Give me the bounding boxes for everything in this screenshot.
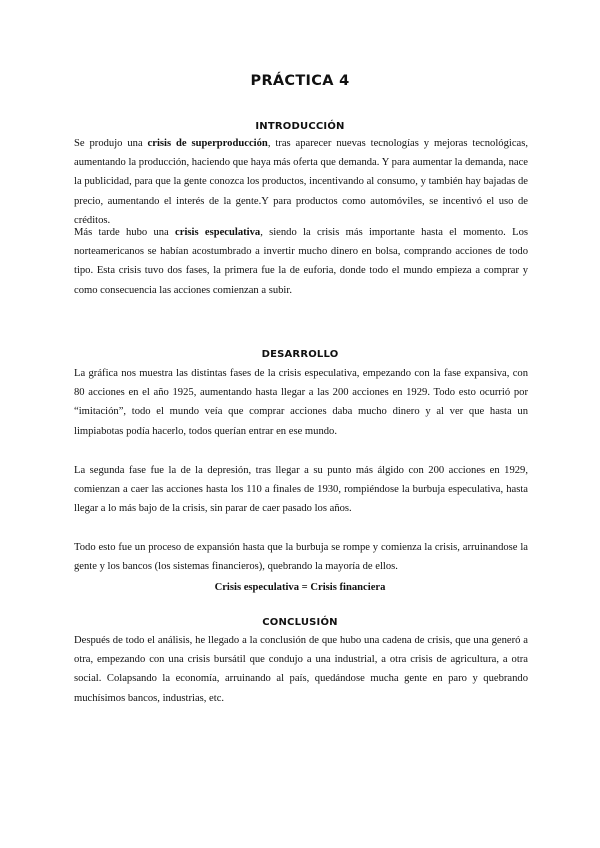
equation-line: Crisis especulativa = Crisis financiera — [214, 582, 386, 593]
intro-p1-text-after: , tras aparecer nuevas tecnologías y mejoras tecnológicas, aumentando la producción, haciendo que haya más oferta que demanda. Y para aumentar la demanda, nace la publicidad, para que la gente conozca los productos, incentivando al consumo, y también hay bajadas de precio, aumentando el interés de la gente.Y para productos como automóviles, se incentivó el uso de créditos. — [74, 138, 528, 226]
conclusion-paragraph-1: Después de todo el análisis, he llegado a la conclusión de que hubo una cadena de crisis, que una generó a otra, empezando con una crisis bursátil que condujo a una industrial, a otra crisis de agricultura, a otra social. Colapsando la economía, arruinando al país, quedándose mucha gente en paro y quebrando muchísimos bancos, industrias, etc. — [74, 635, 528, 704]
development-paragraph-3: Todo esto fue un proceso de expansión hasta que la burbuja se rompe y comienza la crisis, arruinandose la gente y los bancos (los sistemas financieros), quebrando la mayoría de ellos. — [74, 542, 528, 573]
intro-p1-bold-term: crisis de superproducción — [147, 138, 268, 149]
intro-p2-text-before: Más tarde hubo una — [74, 227, 176, 238]
intro-paragraph-1 — [74, 134, 528, 230]
development-paragraph-2: La segunda fase fue la de la depresión, tras llegar a su punto más álgido con 200 acciones en 1929, comienzan a caer las acciones hasta los 110 a finales de 1930, rompiéndose la burbuja especulativa, hasta llegar a lo más bajo de la crisis, sin parar de caer pasado los años. — [74, 465, 528, 515]
page-title: PRÁCTICA 4 — [250, 73, 350, 89]
intro-p2-text-after: , siendo la crisis más importante hasta el momento. Los norteamericanos se habían acostumbrado a invertir mucho dinero en bolsa, comprando acciones de todo tipo. Esta crisis tuvo dos fases, la primera fue la de euforia, donde todo el mundo empieza a comprar y como consecuencia las acciones comienzan a subir. — [74, 227, 528, 296]
section-heading-introduccion: INTRODUCCIÓN — [255, 121, 345, 132]
development-paragraph-1: La gráfica nos muestra las distintas fases de la crisis especulativa, empezando con la fase expansiva, con 80 acciones en el año 1925, aumentando hasta llegar a las 200 acciones en 1929. Todo esto ocurrió por “imitación”, todo el mundo veía que comprar acciones daba mucho dinero y al ver que hasta un limpiabotas podía hacerlo, todos querían entrar en ese mundo. — [74, 368, 528, 437]
section-heading-conclusion: CONCLUSIÓN — [262, 617, 338, 628]
intro-paragraph-2 — [74, 223, 528, 300]
intro-p1-text-before: Se produjo una — [74, 138, 148, 149]
intro-p2-bold-term: crisis especulativa — [175, 227, 261, 238]
section-heading-desarrollo: DESARROLLO — [261, 349, 339, 360]
